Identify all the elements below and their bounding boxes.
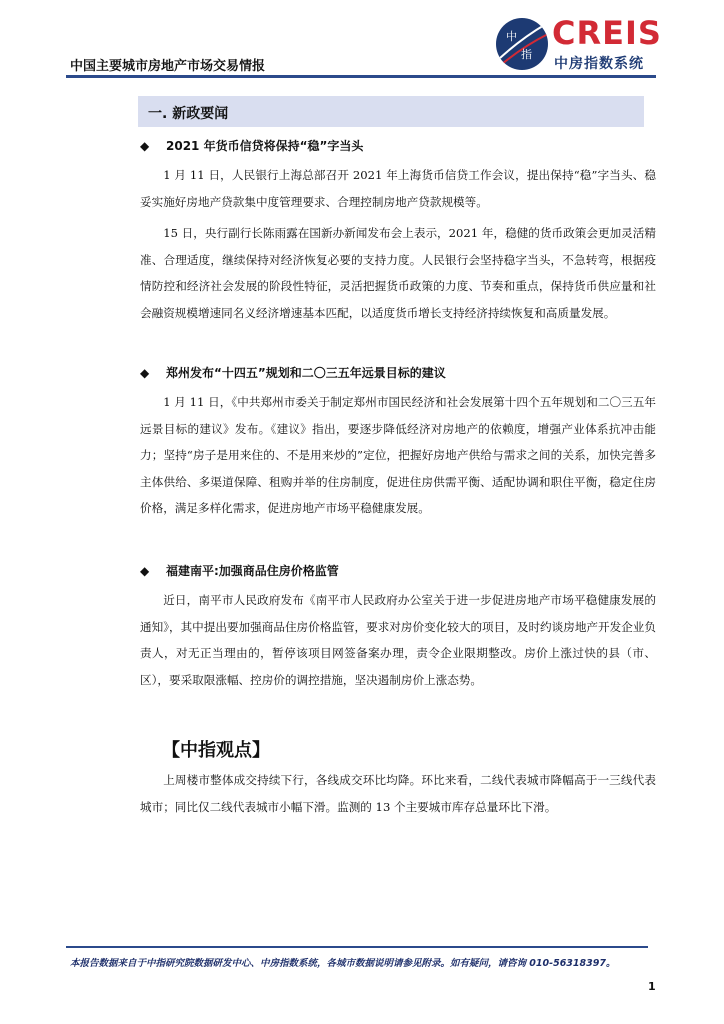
viewpoint-title: 【中指观点】 (162, 740, 270, 761)
logo-emblem-icon (496, 18, 548, 70)
news-heading-2 (140, 364, 446, 381)
news-paragraph: 15 日，央行副行长陈雨露在国新办新闻发布会上表示，2021 年，稳健的货币政策会更加灵活精准、合理适度，继续保持对经济恢复必要的支持力度。人民银行会坚持稳字当头，不急转弯，根据疫情防控和经济社会发展的阶段性特征，灵活把握货币政策的力度、节奏和重点，保持货币供应量和社会融资规模增速同名义经济增速基本匹配，以适度货币增长支持经济持续恢复和高质量发展。 (140, 226, 656, 320)
logo-brand: CREIS (552, 14, 662, 52)
section-heading (138, 96, 644, 127)
news-paragraph: 1 月 11 日，人民银行上海总部召开 2021 年上海货币信贷工作会议，提出保持“稳”字当头、稳妥实施好房地产贷款集中度管理要求、合理控制房地产贷款规模等。 (140, 168, 656, 209)
news-heading-text: 2021 年货币信贷将保持“稳”字当头 (166, 139, 364, 153)
news-heading-text: 福建南平:加强商品住房价格监管 (166, 564, 339, 578)
footer-note: 本报告数据来自于中指研究院数据研发中心、中房指数系统，各城市数据说明请参见附录。如有疑问，请咨询 010-56318397。 (70, 958, 616, 969)
viewpoint-paragraph: 上周楼市整体成交持续下行，各线成交环比均降。环比来看，二线代表城市降幅高于一三线代表城市；同比仅二线代表城市小幅下滑。监测的 13 个主要城市库存总量环比下滑。 (140, 773, 656, 814)
diamond-bullet-icon: ◆ (140, 564, 150, 578)
news-paragraph: 近日，南平市人民政府发布《南平市人民政府办公室关于进一步促进房地产市场平稳健康发展的通知》，其中提出要加强商品住房价格监管，要求对房价变化较大的项目，及时约谈房地产开发企业负责人，对无正当理由的，暂停该项目网签备案办理，责令企业限期整改。房价上涨过快的县（市、区），要采取限涨幅、控房价的调控措施，坚决遏制房价上涨态势。 (140, 593, 656, 687)
diamond-bullet-icon: ◆ (140, 139, 150, 153)
report-title: 中国主要城市房地产市场交易情报 (70, 59, 266, 74)
diamond-bullet-icon: ◆ (140, 366, 150, 380)
header-divider (66, 75, 656, 78)
section-title: 一. 新政要闻 (148, 106, 229, 122)
footer-divider (66, 946, 648, 948)
news-heading-1 (140, 137, 363, 154)
news-paragraph: 1 月 11 日，《中共郑州市委关于制定郑州市国民经济和社会发展第十四个五年规划和二〇三五年远景目标的建议》发布。《建议》指出，要逐步降低经济对房地产的依赖度，增强产业体系抗冲击能力；坚持“房子是用来住的、不是用来炒的”定位，把握好房地产供给与需求之间的关系，加快完善多主体供给、多渠道保障、租购并举的住房制度，促进住房供需平衡、适配协调和职住平衡，稳定住房价格，满足多样化需求，促进房地产市场平稳健康发展。 (140, 395, 656, 515)
news-heading-3 (140, 562, 339, 579)
logo-chinese-name: 中房指数系统 (554, 56, 644, 72)
logo-char-2: 指 (521, 48, 532, 61)
news-heading-text: 郑州发布“十四五”规划和二〇三五年远景目标的建议 (166, 366, 446, 380)
creis-logo (496, 14, 660, 74)
page-number: 1 (648, 980, 656, 993)
logo-char-1: 中 (506, 30, 517, 43)
